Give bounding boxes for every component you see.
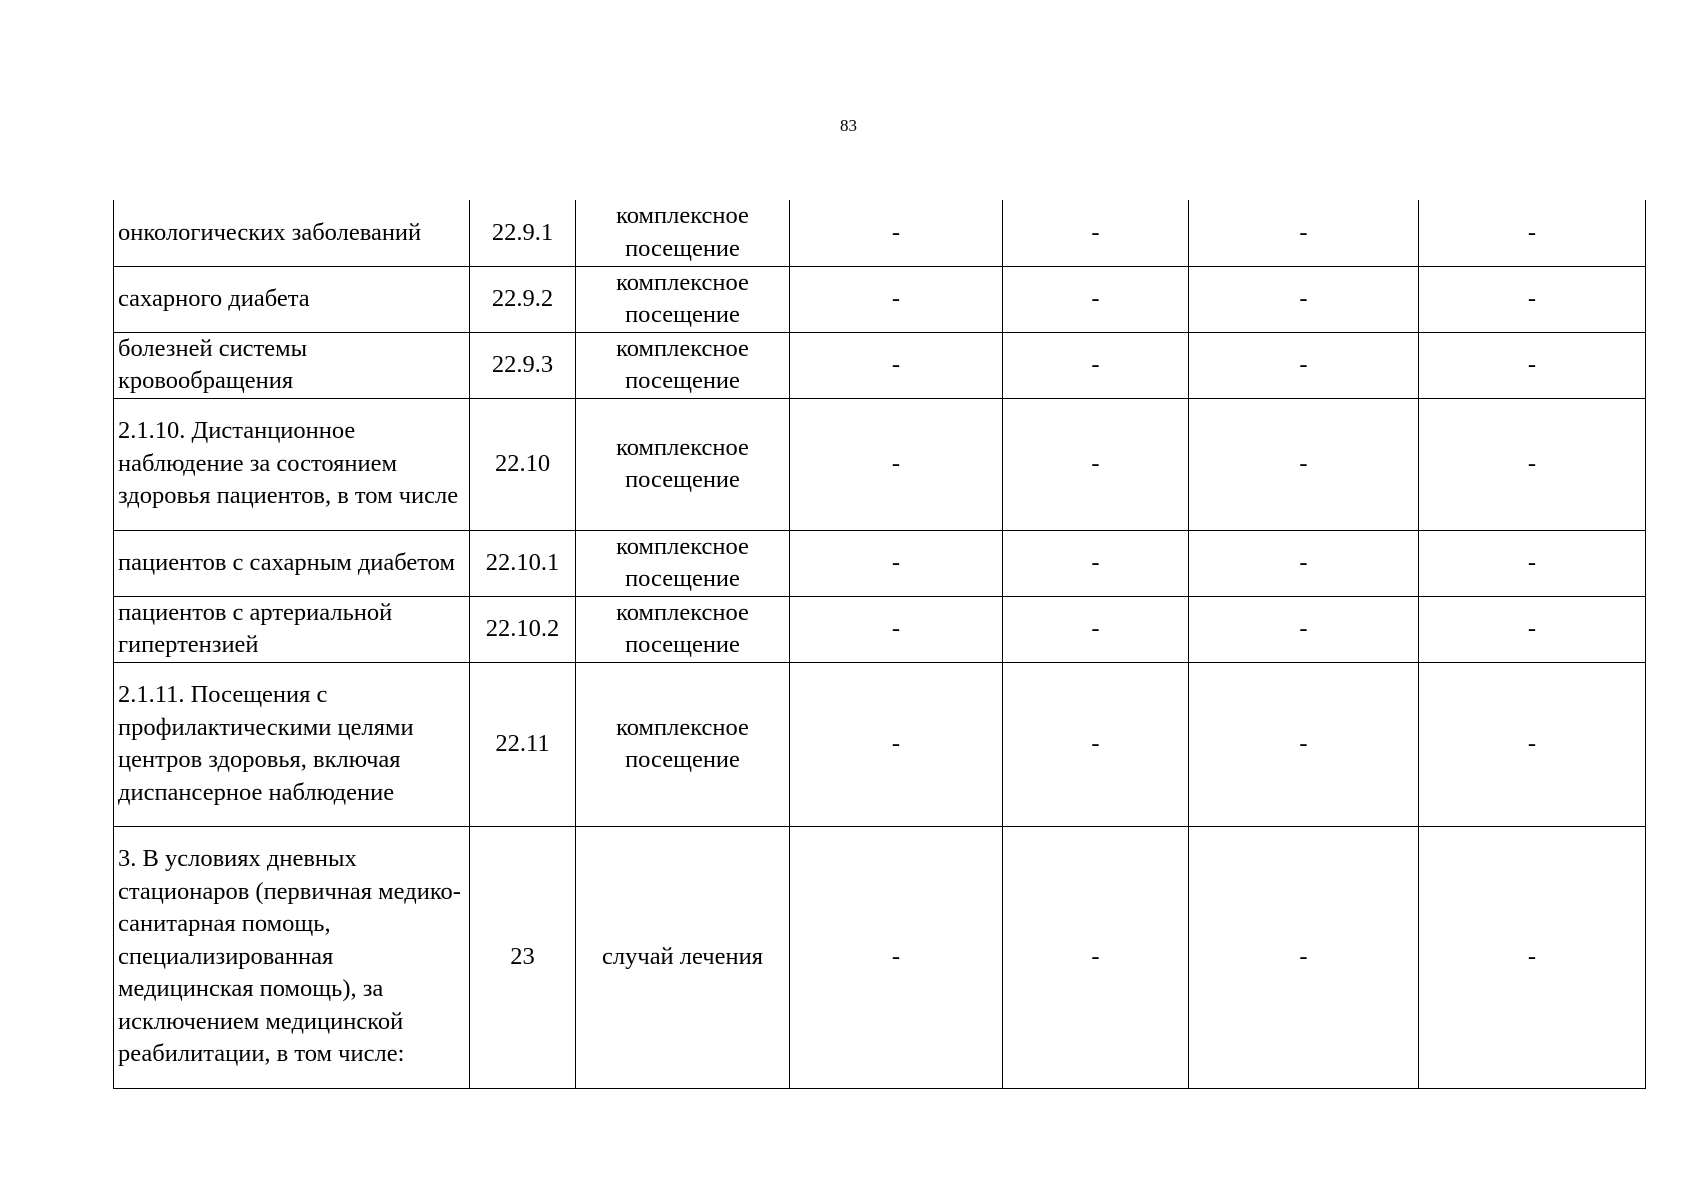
row-value: - xyxy=(790,662,1003,826)
row-value: - xyxy=(1003,530,1189,596)
row-code: 22.9.3 xyxy=(470,332,576,398)
table-row xyxy=(114,662,1646,826)
table-row xyxy=(114,826,1646,1088)
row-value: - xyxy=(1419,332,1646,398)
row-code: 22.9.2 xyxy=(470,266,576,332)
row-code: 22.10 xyxy=(470,398,576,530)
row-value: - xyxy=(790,332,1003,398)
row-value: - xyxy=(1419,826,1646,1088)
row-unit: случай лечения xyxy=(576,826,790,1088)
row-value: - xyxy=(1189,826,1419,1088)
row-name: 2.1.10. Дистанционное наблюдение за состоянием здоровья пациентов, в том числе xyxy=(114,398,470,530)
row-value: - xyxy=(1189,332,1419,398)
table-row xyxy=(114,332,1646,398)
row-value: - xyxy=(1419,530,1646,596)
page-number: 83 xyxy=(840,116,857,135)
row-value: - xyxy=(1419,662,1646,826)
row-unit: комплексное посещение xyxy=(576,200,790,266)
row-value: - xyxy=(790,266,1003,332)
row-value: - xyxy=(1189,200,1419,266)
row-value: - xyxy=(1189,530,1419,596)
row-name: пациентов с артериальной гипертензией xyxy=(114,596,470,662)
row-value: - xyxy=(1003,200,1189,266)
row-name: пациентов с сахарным диабетом xyxy=(114,530,470,596)
row-code: 22.10.2 xyxy=(470,596,576,662)
row-value: - xyxy=(790,398,1003,530)
row-value: - xyxy=(1189,596,1419,662)
row-value: - xyxy=(1419,596,1646,662)
row-value: - xyxy=(1419,398,1646,530)
row-value: - xyxy=(1003,266,1189,332)
row-value: - xyxy=(1003,662,1189,826)
row-value: - xyxy=(1189,266,1419,332)
row-value: - xyxy=(1419,200,1646,266)
row-code: 22.10.1 xyxy=(470,530,576,596)
row-name: болезней системы кровообращения xyxy=(114,332,470,398)
row-code: 22.11 xyxy=(470,662,576,826)
row-value: - xyxy=(1419,266,1646,332)
row-name: сахарного диабета xyxy=(114,266,470,332)
row-unit: комплексное посещение xyxy=(576,530,790,596)
row-unit: комплексное посещение xyxy=(576,398,790,530)
table-row xyxy=(114,596,1646,662)
row-value: - xyxy=(1003,332,1189,398)
table-row xyxy=(114,200,1646,266)
row-code: 22.9.1 xyxy=(470,200,576,266)
row-value: - xyxy=(1189,398,1419,530)
data-table xyxy=(113,200,1646,1089)
row-value: - xyxy=(1003,596,1189,662)
table-row xyxy=(114,530,1646,596)
row-unit: комплексное посещение xyxy=(576,662,790,826)
row-value: - xyxy=(790,200,1003,266)
row-name: 2.1.11. Посещения с профилактическими целями центров здоровья, включая диспансерное наблюдение xyxy=(114,662,470,826)
row-name: 3. В условиях дневных стационаров (первичная медико-санитарная помощь, специализированная медицинская помощь), за исключением медицинской реабилитации, в том числе: xyxy=(114,826,470,1088)
row-value: - xyxy=(1189,662,1419,826)
row-unit: комплексное посещение xyxy=(576,266,790,332)
row-value: - xyxy=(790,596,1003,662)
row-value: - xyxy=(790,826,1003,1088)
row-unit: комплексное посещение xyxy=(576,596,790,662)
row-unit: комплексное посещение xyxy=(576,332,790,398)
row-name: онкологических заболеваний xyxy=(114,200,470,266)
row-value: - xyxy=(1003,826,1189,1088)
row-code: 23 xyxy=(470,826,576,1088)
row-value: - xyxy=(1003,398,1189,530)
row-value: - xyxy=(790,530,1003,596)
table-row xyxy=(114,266,1646,332)
table-row xyxy=(114,398,1646,530)
